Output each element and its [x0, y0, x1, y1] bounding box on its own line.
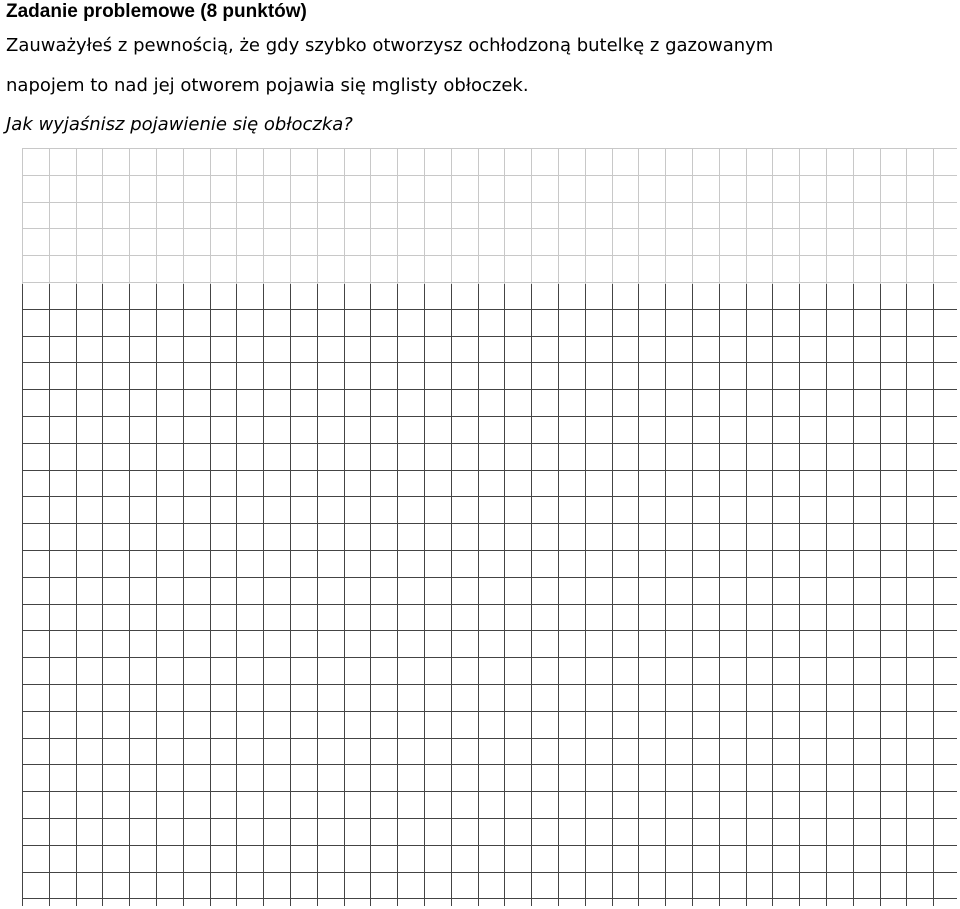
problem-text-line-2: napojem to nad jej otworem pojawia się mglisty obłoczek. [6, 75, 529, 96]
grid-lines [22, 148, 957, 906]
question-text: Jak wyjaśnisz pojawienie się obłoczka? [6, 114, 353, 135]
task-title: Zadanie problemowe (8 punktów) [6, 1, 307, 22]
problem-text-line-1: Zauważyłeś z pewnością, że gdy szybko otworzysz ochłodzoną butelkę z gazowanym [6, 35, 774, 56]
